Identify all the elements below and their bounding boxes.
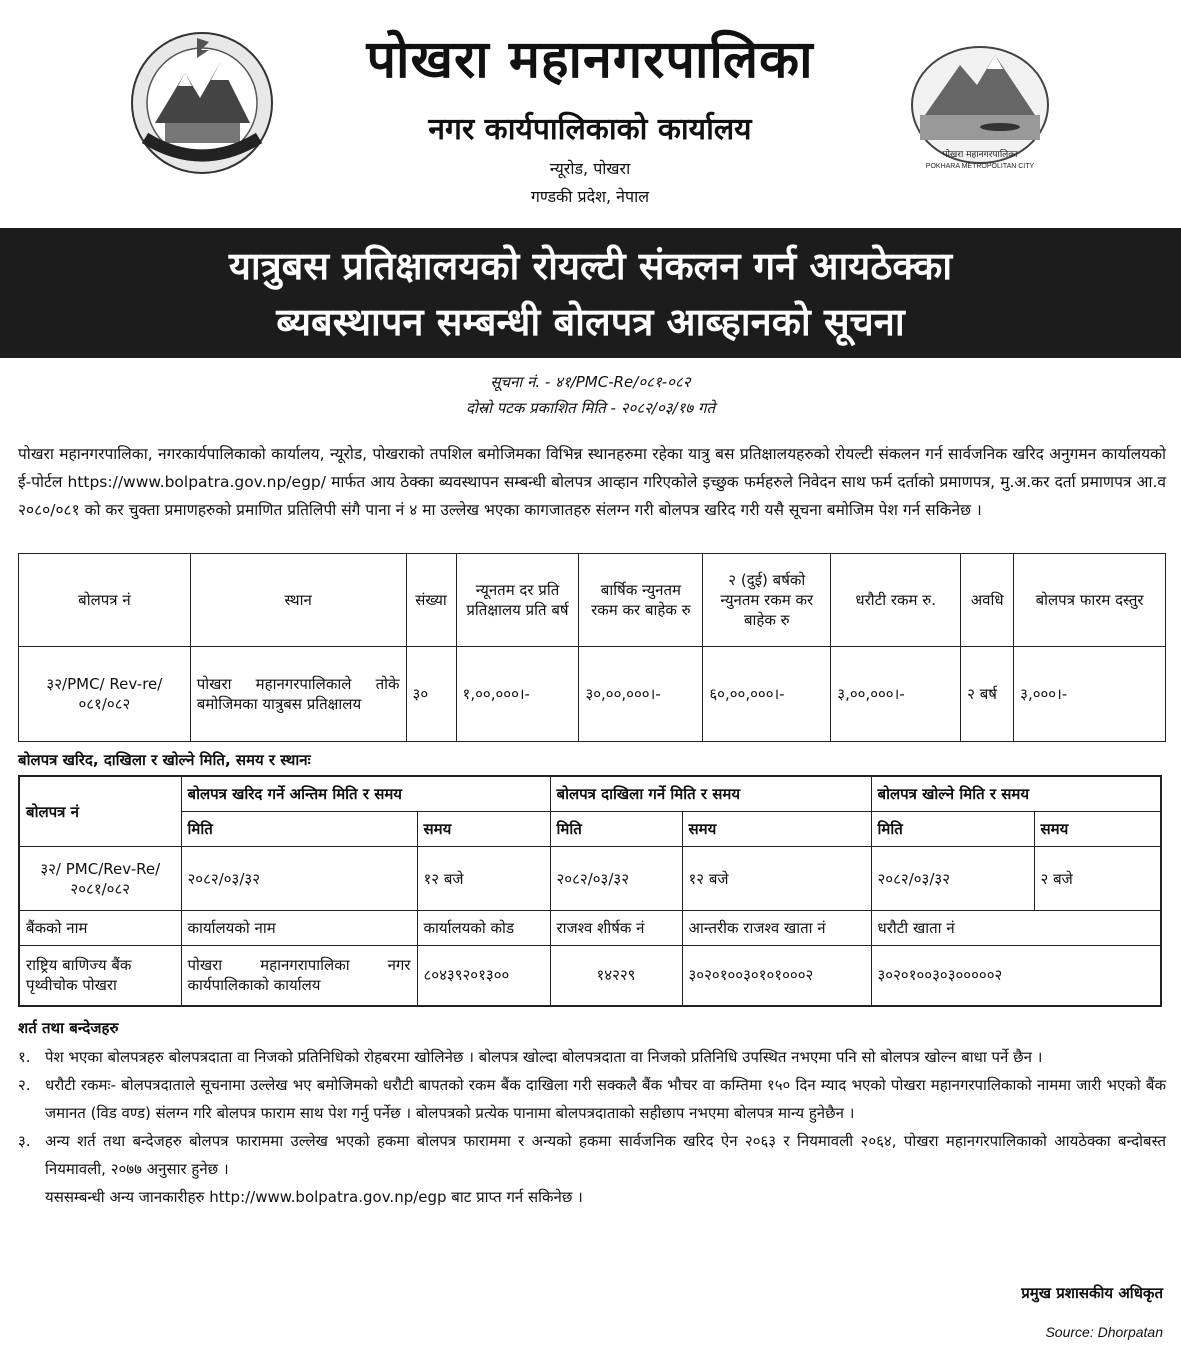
- footer-note: यससम्बन्धी अन्य जानकारीहरु http://www.bolpatra.gov.np/egp बाट प्राप्त गर्न सकिनेछ ।: [45, 1188, 583, 1206]
- header-form-fee: बोलपत्र फारम दस्तुर: [1014, 554, 1166, 647]
- list-item: [18, 1071, 1166, 1127]
- condition-number: ३.: [18, 1132, 31, 1150]
- address-line-2: गण्डकी प्रदेश, नेपाल: [530, 187, 650, 206]
- open-time-label: समय: [1034, 812, 1161, 847]
- title-banner: [0, 228, 1181, 358]
- submit-date: २०८२/०३/३२: [550, 847, 682, 911]
- office-code: ८०४३९२०१३००: [417, 946, 550, 1006]
- cell-deposit: ३,००,०००।-: [831, 647, 961, 742]
- source-credit: Source: Dhorpatan: [1045, 1324, 1163, 1340]
- purchase-date-label: मिति: [181, 812, 417, 847]
- condition-text: धरौटी रकमः- बोलपत्रदाताले सूचनामा उल्लेख भए बमोजिमको धरौटी बापतको रकम बैंक दाखिला गरी सक्कलै बैंक भौचर वा कम्तिमा १५० दिन म्याद भएको पोखरा महानगरपालिकाको नाममा जारी भएको बैंक जमानत (विड वण्ड) संलग्न गरि बोलपत्र फाराम साथ पेश गर्नु पर्नेछ । बोलपत्रको प्रत्येक पानामा बोलपत्रदाताको सहीछाप नभएमा बोलपत्र मान्य हुनेछैन ।: [45, 1076, 1166, 1122]
- schedule-table: [18, 775, 1162, 1007]
- publish-date: दोस्रो पटक प्रकाशित मिति - २०८२/०३/१७ गते: [465, 399, 715, 417]
- open-time: २ बजे: [1034, 847, 1161, 911]
- nepal-government-emblem: [125, 28, 280, 178]
- submit-date-label: मिति: [550, 812, 682, 847]
- open-date: २०८२/०३/३२: [871, 847, 1034, 911]
- signer-title: प्रमुख प्रशासकीय अधिकृत: [1021, 1284, 1163, 1302]
- office-name: पोखरा महानगरापालिका नगर कार्यपालिकाको कार्यालय: [181, 946, 417, 1006]
- header-location: स्थान: [190, 554, 406, 647]
- header-deposit: धरौटी रकम रु.: [831, 554, 961, 647]
- cell-duration: २ बर्ष: [961, 647, 1014, 742]
- conditions-list: [18, 1043, 1166, 1211]
- notice-header: [0, 0, 1181, 228]
- condition-number: १.: [18, 1048, 31, 1066]
- office-code-label: कार्यालयको कोड: [417, 911, 550, 946]
- bid-table-header-row: [19, 554, 1166, 647]
- revenue-head: १४२२९: [550, 946, 682, 1006]
- cell-two-year-min: ६०,००,०००।-: [703, 647, 831, 742]
- list-item: [18, 1127, 1166, 1183]
- group-purchase: बोलपत्र खरिद गर्ने अन्तिम मिति र समय: [181, 776, 550, 812]
- office-name: नगर कार्यपालिकाको कार्यालय: [428, 112, 752, 147]
- schedule-bid-no: ३२/ PMC/Rev-Re/२०८१/०८२: [19, 847, 181, 911]
- submit-time-label: समय: [682, 812, 871, 847]
- group-submit: बोलपत्र दाखिला गर्ने मिति र समय: [550, 776, 871, 812]
- purchase-time-label: समय: [417, 812, 550, 847]
- internal-revenue-account-label: आन्तरीक राजश्व खाता नं: [682, 911, 871, 946]
- footer-note-row: [18, 1183, 1166, 1211]
- revenue-head-label: राजश्व शीर्षक नं: [550, 911, 682, 946]
- banner-line-2: ब्यबस्थापन सम्बन्धी बोलपत्र आब्हानको सूचना: [276, 300, 905, 344]
- list-item: [18, 1043, 1166, 1071]
- purchase-date: २०८२/०३/३२: [181, 847, 417, 911]
- deposit-account: ३०२०१००३०३०००००२: [871, 946, 1161, 1006]
- bank-name: राष्ट्रिय बाणिज्य बैंक पृथ्वीचोक पोखरा: [19, 946, 181, 1006]
- pokhara-metropolitan-logo: [905, 45, 1055, 175]
- bank-header-row: [19, 911, 1161, 946]
- cell-form-fee: ३,०००।-: [1014, 647, 1166, 742]
- header-annual-min: बार्षिक न्युनतम रकम कर बाहेक रु: [579, 554, 703, 647]
- header-two-year-min: २ (दुई) बर्षको न्युनतम रकम कर बाहेक रु: [703, 554, 831, 647]
- cell-annual-min: ३०,००,०००।-: [579, 647, 703, 742]
- notice-number: सूचना नं. - ४१/PMC-Re/०८१-०८२: [490, 373, 691, 391]
- header-min-rate: न्यूनतम दर प्रति प्रतिक्षालय प्रति बर्ष: [456, 554, 579, 647]
- org-name: पोखरा महानगरपालिका: [366, 30, 814, 90]
- table-row: [19, 946, 1161, 1006]
- banner-line-1: यात्रुबस प्रतिक्षालयको रोयल्टी संकलन गर्न आयठेक्का: [228, 244, 953, 288]
- col-bid-no: बोलपत्र नं: [19, 776, 181, 847]
- office-name-label: कार्यालयको नाम: [181, 911, 417, 946]
- schedule-heading: बोलपत्र खरिद, दाखिला र खोल्ने मिति, समय र स्थानः: [18, 751, 311, 769]
- table-row: [19, 647, 1166, 742]
- header-count: संख्या: [406, 554, 456, 647]
- condition-text: पेश भएका बोलपत्रहरु बोलपत्रदाता वा निजको प्रतिनिधिको रोहबरमा खोलिनेछ । बोलपत्र खोल्दा बोलपत्रदाता वा निजको प्रतिनिधि उपस्थित नभएमा पनि सो बोलपत्र खोल्न बाधा पर्ने छैन ।: [45, 1048, 1043, 1066]
- cell-min-rate: १,००,०००।-: [456, 647, 579, 742]
- header-duration: अवधि: [961, 554, 1014, 647]
- deposit-account-label: धरौटी खाता नं: [871, 911, 1161, 946]
- submit-time: १२ बजे: [682, 847, 871, 911]
- address-line-1: न्यूरोड, पोखरा: [549, 159, 631, 178]
- open-date-label: मिति: [871, 812, 1034, 847]
- header-bid-no: बोलपत्र नं: [19, 554, 191, 647]
- group-open: बोलपत्र खोल्ने मिति र समय: [871, 776, 1161, 812]
- internal-revenue-account: ३०२०१००३०१०१०००२: [682, 946, 871, 1006]
- cell-bid-no: ३२/PMC/ Rev-re/०८१/०८२: [19, 647, 191, 742]
- logo-caption-np: पोखरा महानगरपालिका: [942, 150, 1018, 160]
- condition-number: २.: [18, 1076, 31, 1094]
- condition-text: अन्य शर्त तथा बन्देजहरु बोलपत्र फाराममा उल्लेख भएको हकमा बोलपत्र फाराममा र अन्यको हकमा सार्वजनिक खरिद ऐन २०६३ र नियमावली २०६४, पोखरा महानगरपालिकाको आयठेक्का बन्दोबस्त नियमावली, २०७७ अनुसार हुनेछ ।: [45, 1132, 1166, 1178]
- bid-table: [18, 553, 1166, 742]
- bank-name-label: बैंकको नाम: [19, 911, 181, 946]
- schedule-group-header: [19, 776, 1161, 812]
- table-row: [19, 847, 1161, 911]
- logo-caption-en: POKHARA METROPOLITAN CITY: [925, 163, 1035, 170]
- conditions-heading: शर्त तथा बन्देजहरु: [18, 1019, 119, 1037]
- schedule-sub-header: [19, 812, 1161, 847]
- cell-count: ३०: [406, 647, 456, 742]
- cell-location: पोखरा महानगरपालिकाले तोके बमोजिमका यात्रुबस प्रतिक्षालय: [190, 647, 406, 742]
- intro-paragraph: पोखरा महानगरपालिका, नगरकार्यपालिकाको कार्यालय, न्यूरोड, पोखराको तपशिल बमोजिमका विभिन्न स्थानहरुमा रहेका यात्रु बस प्रतिक्षालयहरुको रोयल्टी संकलन गर्न सार्वजनिक खरिद अनुगमन कार्यालयको ई-पोर्टल https://www.bolpatra.gov.np/egp/ मार्फत आय ठेक्का ब्यवस्थापन सम्बन्धी बोलपत्र आव्हान गरिएकोले इच्छुक फर्महरुले निवेदन साथ फर्म दर्ताको प्रमाणपत्र, मु.अ.कर दर्ता प्रमाणपत्र आ.व २०८०/०८१ को कर चुक्ता प्रमाणहरुको प्रमाणित प्रतिलिपी संगै पाना नं ४ मा उल्लेख भएका कागजातहरु संलग्न गरी बोलपत्र खरिद गरी यसै सूचना बमोजिम पेश गर्न सकिनेछ ।: [18, 445, 1166, 519]
- purchase-time: १२ बजे: [417, 847, 550, 911]
